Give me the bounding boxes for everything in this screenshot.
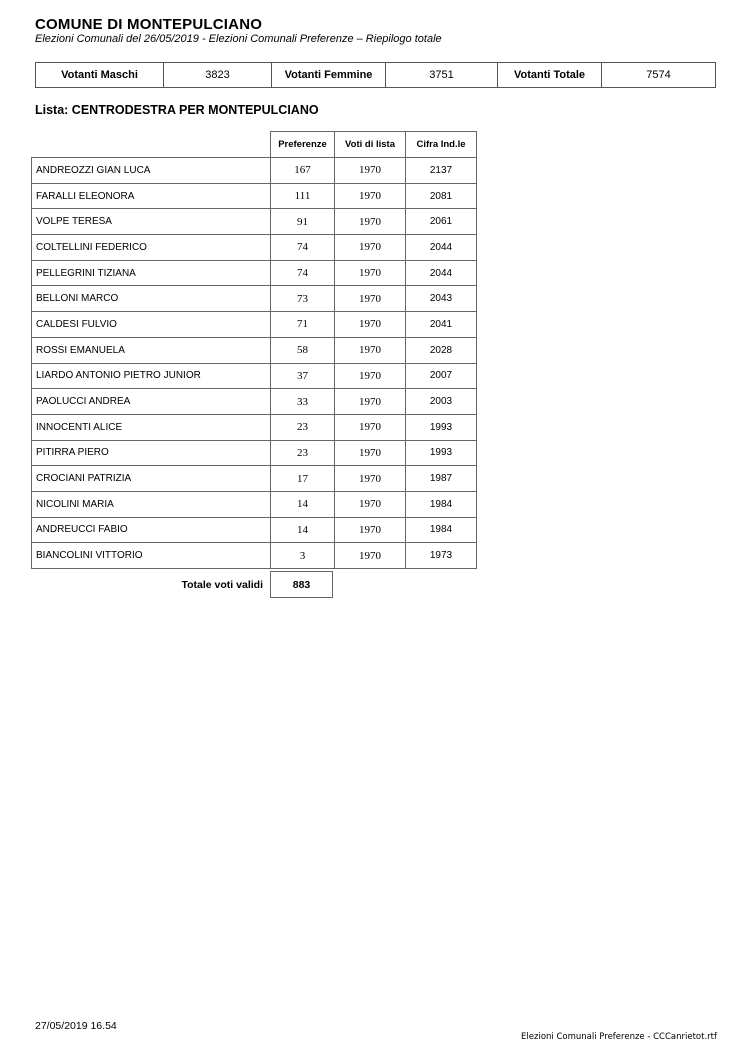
table-row	[32, 286, 477, 312]
individual-figure-value: 2081	[406, 183, 477, 209]
list-votes-value: 1970	[335, 440, 406, 466]
table-row	[32, 260, 477, 286]
table-row	[32, 209, 477, 235]
individual-figure-value: 1987	[406, 466, 477, 492]
individual-figure-value: 2043	[406, 286, 477, 312]
list-votes-value: 1970	[335, 183, 406, 209]
table-row	[32, 337, 477, 363]
voters-summary-row	[36, 63, 716, 88]
preferences-value: 17	[271, 466, 335, 492]
preferences-value: 23	[271, 440, 335, 466]
list-votes-value: 1970	[335, 543, 406, 569]
candidate-name: PAOLUCCI ANDREA	[32, 389, 271, 415]
candidate-name: ANDREOZZI GIAN LUCA	[32, 158, 271, 184]
list-votes-value: 1970	[335, 260, 406, 286]
voters-summary-table	[35, 62, 716, 88]
list-votes-value: 1970	[335, 235, 406, 261]
candidate-name: CROCIANI PATRIZIA	[32, 466, 271, 492]
preferences-value: 71	[271, 312, 335, 338]
footer-filename: Elezioni Comunali Preferenze - CCCanrietot.rtf	[521, 1032, 717, 1042]
preferences-value: 74	[271, 235, 335, 261]
preferences-value: 14	[271, 517, 335, 543]
candidate-name: ANDREUCCI FABIO	[32, 517, 271, 543]
candidate-name: VOLPE TERESA	[32, 209, 271, 235]
individual-figure-value: 1993	[406, 440, 477, 466]
candidate-name: PELLEGRINI TIZIANA	[32, 260, 271, 286]
preferences-value: 14	[271, 491, 335, 517]
table-row	[32, 543, 477, 569]
individual-figure-value: 1973	[406, 543, 477, 569]
table-row	[32, 363, 477, 389]
table-row	[32, 312, 477, 338]
list-title: Lista: CENTRODESTRA PER MONTEPULCIANO	[35, 103, 319, 117]
female-voters-label: Votanti Femmine	[272, 63, 386, 88]
list-votes-value: 1970	[335, 389, 406, 415]
list-votes-value: 1970	[335, 158, 406, 184]
table-row	[32, 389, 477, 415]
table-header-row	[32, 132, 477, 158]
preferences-value: 167	[271, 158, 335, 184]
header-cifra-individuale: Cifra Ind.le	[406, 132, 477, 158]
list-votes-value: 1970	[335, 337, 406, 363]
header-preferenze: Preferenze	[271, 132, 335, 158]
table-row	[32, 158, 477, 184]
individual-figure-value: 1984	[406, 491, 477, 517]
total-valid-votes-value: 883	[270, 571, 333, 598]
candidate-name: ROSSI EMANUELA	[32, 337, 271, 363]
list-votes-value: 1970	[335, 517, 406, 543]
document-title: COMUNE DI MONTEPULCIANO	[35, 16, 263, 33]
preferences-value: 111	[271, 183, 335, 209]
individual-figure-value: 2061	[406, 209, 477, 235]
candidates-table-body	[32, 158, 477, 569]
candidate-name: CALDESI FULVIO	[32, 312, 271, 338]
table-row	[32, 466, 477, 492]
header-voti-di-lista: Voti di lista	[335, 132, 406, 158]
candidate-name: COLTELLINI FEDERICO	[32, 235, 271, 261]
individual-figure-value: 1984	[406, 517, 477, 543]
candidates-table	[31, 131, 477, 569]
preferences-value: 74	[271, 260, 335, 286]
list-votes-value: 1970	[335, 363, 406, 389]
candidate-name: FARALLI ELEONORA	[32, 183, 271, 209]
footer-timestamp: 27/05/2019 16.54	[35, 1020, 117, 1032]
candidate-name: PITIRRA PIERO	[32, 440, 271, 466]
male-voters-label: Votanti Maschi	[36, 63, 164, 88]
individual-figure-value: 2041	[406, 312, 477, 338]
table-row	[32, 235, 477, 261]
list-votes-value: 1970	[335, 312, 406, 338]
preferences-value: 58	[271, 337, 335, 363]
individual-figure-value: 2028	[406, 337, 477, 363]
list-votes-value: 1970	[335, 414, 406, 440]
header-blank-cell	[32, 132, 271, 158]
preferences-value: 37	[271, 363, 335, 389]
document-subtitle: Elezioni Comunali del 26/05/2019 - Elezioni Comunali Preferenze – Riepilogo totale	[35, 33, 442, 45]
table-row	[32, 440, 477, 466]
individual-figure-value: 2137	[406, 158, 477, 184]
preferences-value: 73	[271, 286, 335, 312]
individual-figure-value: 2044	[406, 235, 477, 261]
preferences-value: 3	[271, 543, 335, 569]
candidate-name: INNOCENTI ALICE	[32, 414, 271, 440]
list-votes-value: 1970	[335, 286, 406, 312]
total-voters-label: Votanti Totale	[498, 63, 602, 88]
candidate-name: BIANCOLINI VITTORIO	[32, 543, 271, 569]
table-row	[32, 517, 477, 543]
preferences-value: 91	[271, 209, 335, 235]
male-voters-value: 3823	[164, 63, 272, 88]
candidate-name: BELLONI MARCO	[32, 286, 271, 312]
total-valid-votes-label: Totale voti validi	[181, 579, 263, 591]
table-row	[32, 414, 477, 440]
preferences-value: 33	[271, 389, 335, 415]
preferences-value: 23	[271, 414, 335, 440]
candidate-name: NICOLINI MARIA	[32, 491, 271, 517]
individual-figure-value: 2044	[406, 260, 477, 286]
table-row	[32, 183, 477, 209]
female-voters-value: 3751	[386, 63, 498, 88]
individual-figure-value: 2007	[406, 363, 477, 389]
list-votes-value: 1970	[335, 209, 406, 235]
table-row	[32, 491, 477, 517]
candidate-name: LIARDO ANTONIO PIETRO JUNIOR	[32, 363, 271, 389]
individual-figure-value: 1993	[406, 414, 477, 440]
individual-figure-value: 2003	[406, 389, 477, 415]
list-votes-value: 1970	[335, 491, 406, 517]
list-votes-value: 1970	[335, 466, 406, 492]
total-voters-value: 7574	[602, 63, 716, 88]
